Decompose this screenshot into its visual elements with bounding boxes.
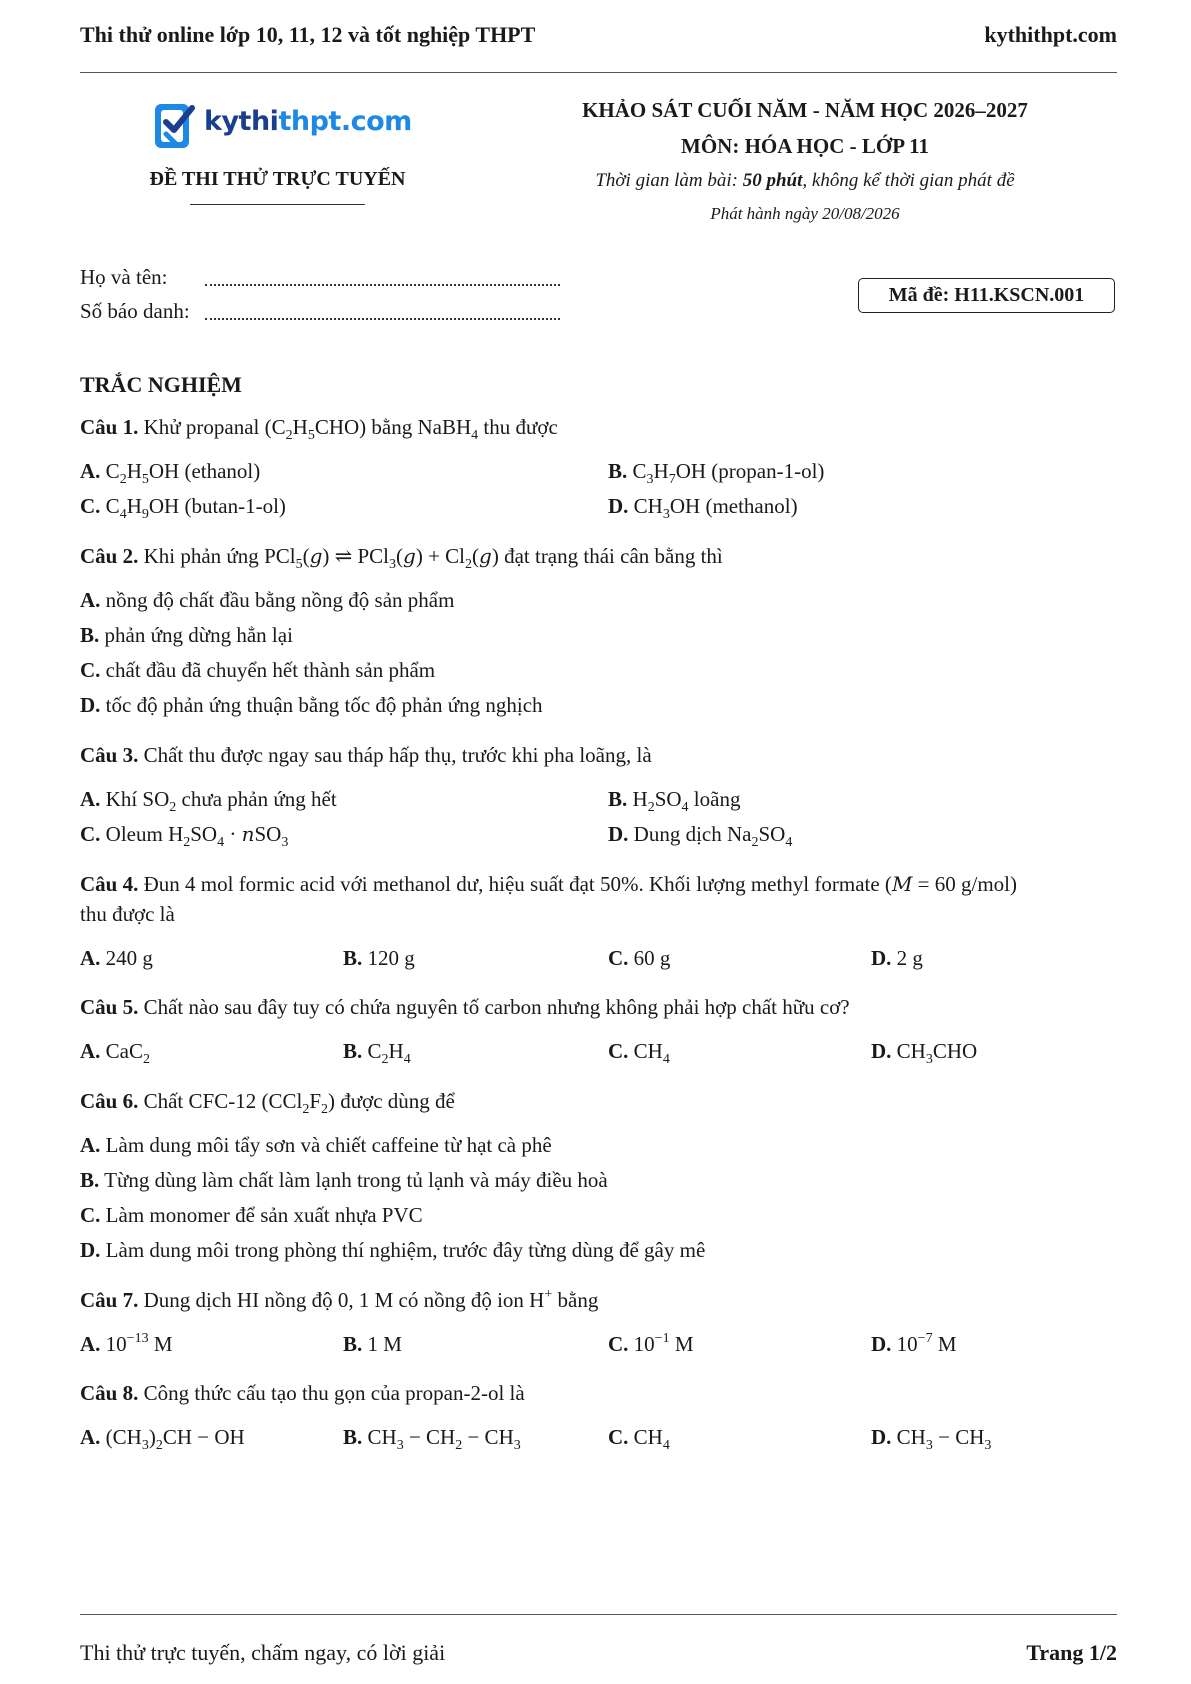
question-5: Câu 5. Chất nào sau đây tuy có chứa nguyên tố carbon nhưng không phải hợp chất hữu cơ? [80, 995, 850, 1019]
question-4: Câu 4. Đun 4 mol formic acid với methanol dư, hiệu suất đạt 50%. Khối lượng methyl formate (M = 60 g/mol) thu được là [80, 872, 1018, 926]
header-divider [80, 72, 1117, 73]
logo-wordmark: kythithpt.com [204, 106, 412, 137]
q6-option-d[interactable]: D. Làm dung môi trong phòng thí nghiệm, trước đây từng dùng để gây mê [80, 1238, 706, 1262]
q1-option-d[interactable]: D. $CH_3OH$ (methanol) [608, 494, 798, 522]
q3-option-c[interactable]: C. Oleum $H_2SO_4 \cdot nSO_3$ [80, 822, 289, 850]
logo-mark-icon [152, 100, 202, 152]
footer-divider [80, 1614, 1117, 1615]
exam-duration: Thời gian làm bài: 50 phút, không kể thời gian phát đề [595, 170, 1015, 191]
question-8: Câu 8. Công thức cấu tạo thu gọn của propan-2-ol là [80, 1381, 525, 1405]
q5-option-b[interactable]: B. $C_2H_4$ [343, 1039, 411, 1067]
q8-option-a[interactable]: A. $(CH_3)_2CH$ − OH [80, 1425, 245, 1453]
q1-option-a[interactable]: A. $C_2H_5OH$ (ethanol) [80, 459, 261, 487]
student-id-field[interactable] [205, 304, 560, 320]
q7-option-b[interactable]: B. 1 M [343, 1332, 402, 1356]
q8-option-c[interactable]: C. $CH_4$ [608, 1425, 670, 1453]
name-label: Họ và tên: [80, 265, 168, 289]
q4-option-c[interactable]: C. 60 g [608, 946, 671, 970]
subtitle-online-exam: ĐỀ THI THỬ TRỰC TUYẾN [149, 168, 406, 190]
q2-option-d[interactable]: D. tốc độ phản ứng thuận bằng tốc độ phản ứng nghịch [80, 693, 543, 717]
subtitle-underline [190, 204, 365, 205]
q7-option-a[interactable]: A. $10^{-13}$ M [80, 1331, 173, 1356]
footer-left-text: Thi thử trực tuyến, chấm ngay, có lời giải [80, 1640, 446, 1665]
exam-subject: MÔN: HÓA HỌC - LỚP 11 [681, 134, 929, 158]
q8-option-b[interactable]: B. $CH_3 - CH_2 - CH_3$ [343, 1425, 521, 1453]
q4-option-b[interactable]: B. 120 g [343, 946, 415, 970]
question-3: Câu 3. Chất thu được ngay sau tháp hấp thụ, trước khi pha loãng, là [80, 743, 652, 767]
q7-option-c[interactable]: C. $10^{-1}$ M [608, 1331, 694, 1356]
q3-option-d[interactable]: D. Dung dịch $Na_2SO_4$ [608, 822, 793, 850]
header-right-site: kythithpt.com [984, 22, 1117, 47]
q5-option-d[interactable]: D. $CH_3CHO$ [871, 1039, 978, 1067]
q5-option-c[interactable]: C. $CH_4$ [608, 1039, 670, 1067]
q5-option-a[interactable]: A. CaC$_2$ [80, 1039, 151, 1067]
q1-option-b[interactable]: B. $C_3H_7OH$ (propan-1-ol) [608, 459, 825, 487]
q7-option-d[interactable]: D. $10^{-7}$ M [871, 1331, 957, 1356]
question-1: Câu 1. Khử propanal $(C_2H_5CHO)$ bằng NaBH$_4$ thu được [80, 415, 558, 443]
exam-title: KHẢO SÁT CUỐI NĂM - NĂM HỌC 2026–2027 [582, 98, 1028, 122]
name-field[interactable] [205, 270, 560, 286]
q4-option-a[interactable]: A. 240 g [80, 946, 153, 970]
q3-option-b[interactable]: B. $H_2SO_4$ loãng [608, 787, 741, 815]
exam-release-date: Phát hành ngày 20/08/2026 [710, 204, 900, 223]
header-left-text: Thi thử online lớp 10, 11, 12 và tốt nghiệp THPT [80, 22, 536, 47]
section-title: TRẮC NGHIỆM [80, 372, 242, 397]
q2-option-b[interactable]: B. phản ứng dừng hẳn lại [80, 623, 293, 647]
student-id-label: Số báo danh: [80, 299, 190, 323]
q6-option-b[interactable]: B. Từng dùng làm chất làm lạnh trong tủ lạnh và máy điều hoà [80, 1168, 608, 1192]
question-6: Câu 6. Chất CFC-12 $(CCl_2F_2)$ được dùng để [80, 1089, 455, 1117]
q2-option-c[interactable]: C. chất đầu đã chuyển hết thành sản phẩm [80, 658, 436, 682]
q4-option-d[interactable]: D. 2 g [871, 946, 923, 970]
q1-option-c[interactable]: C. $C_4H_9OH$ (butan-1-ol) [80, 494, 286, 522]
question-2: Câu 2. Khi phản ứng PCl$_5$(g) ⇌ $PCl_3(g) + Cl_2(g)$ đạt trạng thái cân bằng thì [80, 544, 723, 572]
q3-option-a[interactable]: A. Khí $SO_2$ chưa phản ứng hết [80, 787, 337, 815]
q8-option-d[interactable]: D. $CH_3 - CH_3$ [871, 1425, 992, 1453]
site-logo [152, 100, 412, 156]
q6-option-c[interactable]: C. Làm monomer để sản xuất nhựa PVC [80, 1203, 423, 1227]
q2-option-a[interactable]: A. nồng độ chất đầu bằng nồng độ sản phẩm [80, 588, 455, 612]
q6-option-a[interactable]: A. Làm dung môi tẩy sơn và chiết caffeine từ hạt cà phê [80, 1133, 552, 1157]
exam-code-box: Mã đề: H11.KSCN.001 [858, 278, 1115, 313]
page-number: Trang 1/2 [1026, 1640, 1117, 1665]
question-7: Câu 7. Dung dịch HI nồng độ 0, 1 M có nồng độ ion H+ bằng [80, 1287, 599, 1312]
